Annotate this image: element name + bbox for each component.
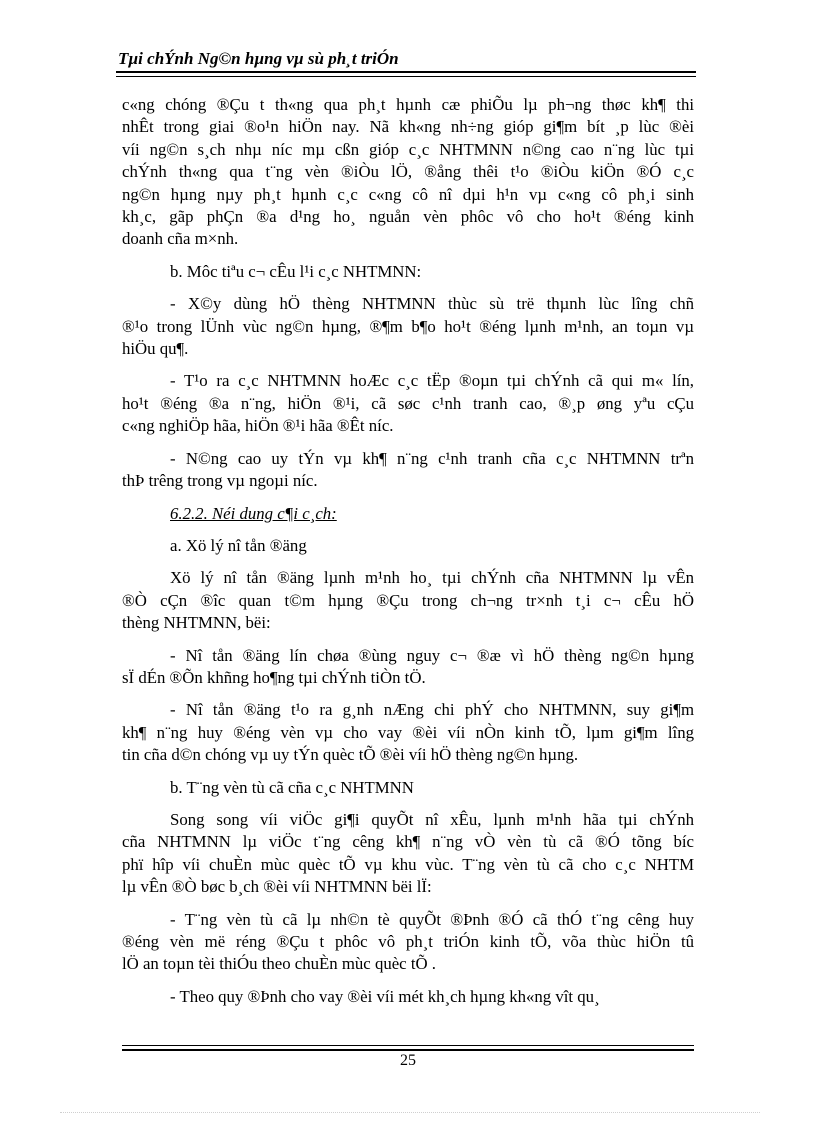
text-line: sÏ dÉn ®Õn khñng ho¶ng tµi chÝnh tiÒn tÖ.	[122, 667, 426, 687]
text-line: ®Ò cÇn ®îc quan t©m hµng ®Çu trong ch¬ng tr×nh t¸i c¬ cÊu hÖ	[122, 590, 694, 610]
text-line: b. T¨ng vèn tù cã cña c¸c NHTMNN	[170, 777, 414, 797]
paragraph	[122, 809, 694, 899]
text-line: - X©y dùng hÖ thèng NHTMNN thùc sù trë thµnh lùc lîng chñ	[170, 294, 694, 314]
text-line: ®¹o trong lÜnh vùc ng©n hµng, ®¶m b¶o ho¹t ®éng lµnh m¹nh, an toµn vµ	[122, 316, 694, 336]
text-line: lµ vÊn ®Ò bøc b¸ch ®èi víi NHTMNN bëi lÏ:	[122, 877, 432, 897]
text-line: - T¨ng vèn tù cã lµ nh©n tè quyÕt ®Þnh ®Ó cã thÓ t¨ng cêng huy	[170, 909, 694, 929]
paragraph	[122, 986, 694, 1008]
text-line: ng©n hµng nµy ph¸t hµnh c¸c c«ng cô nî dµi h¹n vµ c«ng cô ph¸i sinh	[122, 184, 694, 204]
text-line: hiÖu qu¶.	[122, 339, 189, 359]
paragraph	[122, 535, 694, 557]
text-line: phï hîp víi chuÈn mùc quèc tÕ vµ khu vùc. T¨ng vèn tù cã cho c¸c NHTM	[122, 854, 694, 874]
section-heading	[122, 503, 694, 525]
text-line: thÞ trêng trong vµ ngoµi níc.	[122, 471, 318, 491]
text-line: doanh cña m×nh.	[122, 229, 239, 249]
text-line: c«ng chóng ®Çu t th«ng qua ph¸t hµnh cæ phiÕu lµ ph¬ng thøc kh¶ thi	[122, 95, 694, 114]
text-line: kh¸c, gãp phÇn ®a d¹ng ho¸ nguån vèn phôc vô cho ho¹t ®éng kinh	[122, 207, 694, 227]
running-header: Tµi chÝnh Ng©n hµng vµ sù ph¸t triÓn	[118, 49, 399, 68]
paragraph	[122, 567, 694, 634]
paragraph	[122, 448, 694, 493]
text-line: 6.2.2. Néi dung c¶i c¸ch:	[170, 503, 337, 523]
paragraph	[122, 94, 694, 251]
text-line: kh¶ n¨ng huy ®éng vèn vµ cho vay ®èi víi nÒn kinh tÕ, lµm gi¶m lîng	[122, 722, 694, 742]
text-line: lÖ an toµn tèi thiÓu theo chuÈn mùc quèc tÕ .	[122, 954, 436, 974]
text-line: Xö lý nî tån ®äng lµnh m¹nh ho¸ tµi chÝnh cña NHTMNN lµ vÊn	[170, 568, 694, 588]
text-line: ho¹t ®éng ®a n¨ng, hiÖn ®¹i, cã søc c¹nh tranh cao, ®¸p øng yªu cÇu	[122, 393, 694, 413]
document-body	[122, 94, 694, 1018]
text-line: - Nî tån ®äng t¹o ra g¸nh nÆng chi phÝ cho NHTMNN, suy gi¶m	[170, 700, 694, 720]
paragraph	[122, 645, 694, 690]
footer-divider	[122, 1045, 694, 1051]
text-line: b. Môc tiªu c¬ cÊu l¹i c¸c NHTMNN:	[170, 261, 422, 281]
page-edge-divider	[60, 1112, 760, 1113]
paragraph	[122, 699, 694, 766]
text-line: - N©ng cao uy tÝn vµ kh¶ n¨ng c¹nh tranh cña c¸c NHTMNN trªn	[170, 448, 694, 468]
text-line: - Nî tån ®äng lín chøa ®ùng nguy c¬ ®æ vì hÖ thèng ng©n hµng	[170, 645, 694, 665]
text-line: a. Xö lý nî tån ®äng	[170, 535, 307, 555]
text-line: cña NHTMNN lµ viÖc t¨ng cêng kh¶ n¨ng vÒ vèn tù cã ®Ó tõng bíc	[122, 832, 694, 852]
paragraph	[122, 909, 694, 976]
text-line: - T¹o ra c¸c NHTMNN hoÆc c¸c tËp ®oµn tµi chÝnh cã qui m« lín,	[170, 371, 694, 391]
paragraph	[122, 293, 694, 360]
paragraph	[122, 777, 694, 799]
paragraph	[122, 370, 694, 437]
text-line: thèng NHTMNN, bëi:	[122, 613, 271, 633]
text-line: ®éng vèn më réng ®Çu t phôc vô ph¸t triÓn kinh tÕ, võa thùc hiÖn tû	[122, 932, 694, 951]
text-line: c«ng nghiÖp hãa, hiÖn ®¹i hãa ®Êt níc.	[122, 416, 394, 436]
page-number: 25	[400, 1052, 416, 1069]
text-line: nhÊt trong giai ®o¹n hiÖn nay. Nã kh«ng nh÷ng gióp gi¶m bít ¸p lùc ®èi	[122, 117, 694, 137]
text-line: tin cña d©n chóng vµ uy tÝn quèc tÕ ®èi víi hÖ thèng ng©n hµng.	[122, 745, 579, 765]
text-line: - Theo quy ®Þnh cho vay ®èi víi mét kh¸ch hµng kh«ng vît qu¸	[170, 986, 600, 1006]
text-line: chÝnh th«ng qua t¨ng vèn ®iÒu lÖ, ®ång thêi t¹o ®iÒu kiÖn ®Ó c¸c	[122, 162, 694, 182]
text-line: Song song víi viÖc gi¶i quyÕt nî xÊu, lµnh m¹nh hãa tµi chÝnh	[170, 809, 694, 829]
paragraph	[122, 261, 694, 283]
header-divider	[116, 71, 696, 77]
text-line: víi ng©n s¸ch nhµ níc mµ cßn gióp c¸c NHTMNN n©ng cao n¨ng lùc tµi	[122, 139, 694, 159]
